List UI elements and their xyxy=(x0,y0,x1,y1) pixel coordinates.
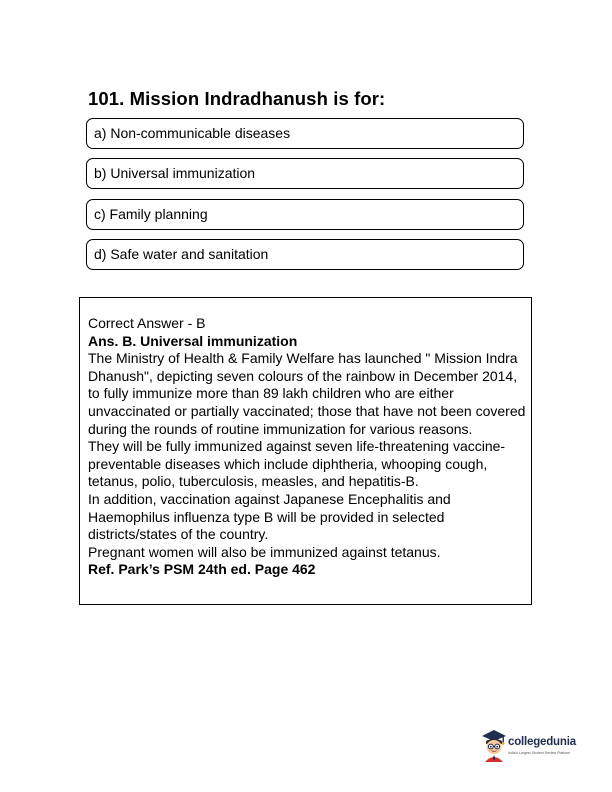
explanation-paragraph: They will be fully immunized against seven life-threatening vaccine-preventable diseases which include diphtheria, whooping cough, tetanus, polio, tuberculosis, measles, and hepatitis-B. xyxy=(88,438,506,490)
answer-heading: Ans. B. Universal immunization xyxy=(88,332,298,349)
answer-explanation-box xyxy=(79,297,532,605)
option-a[interactable]: a) Non-communicable diseases xyxy=(86,118,524,149)
option-d[interactable]: d) Safe water and sanitation xyxy=(86,239,524,270)
explanation-paragraph: In addition, vaccination against Japanese Encephalitis and Haemophilus influenza type B will be provided in selected districts/states of the country. xyxy=(88,490,451,543)
graduate-mascot-icon xyxy=(481,728,507,762)
option-b[interactable]: b) Universal immunization xyxy=(86,158,524,189)
question-title: 101. Mission Indradhanush is for: xyxy=(88,88,386,109)
explanation-paragraph: Pregnant women will also be immunized against tetanus. xyxy=(88,543,441,560)
correct-answer-text: Correct Answer - B xyxy=(88,315,206,331)
explanation-paragraph: The Ministry of Health & Family Welfare has launched " Mission Indra Dhanush", depicting seven colours of the rainbow in December 2014, to fully immunize more than 89 lakh children who are either unvaccinated or partially vaccinated; those that have not been covered during the rounds of routine immunization for various reasons. xyxy=(88,350,526,437)
collegedunia-logo xyxy=(481,728,581,764)
logo-tagline: India's Largest Student Review Platform xyxy=(508,751,571,755)
reference-text: Ref. Park’s PSM 24th ed. Page 462 xyxy=(88,561,316,578)
logo-wordmark: collegedunia xyxy=(508,736,576,748)
option-c[interactable]: c) Family planning xyxy=(86,199,524,230)
